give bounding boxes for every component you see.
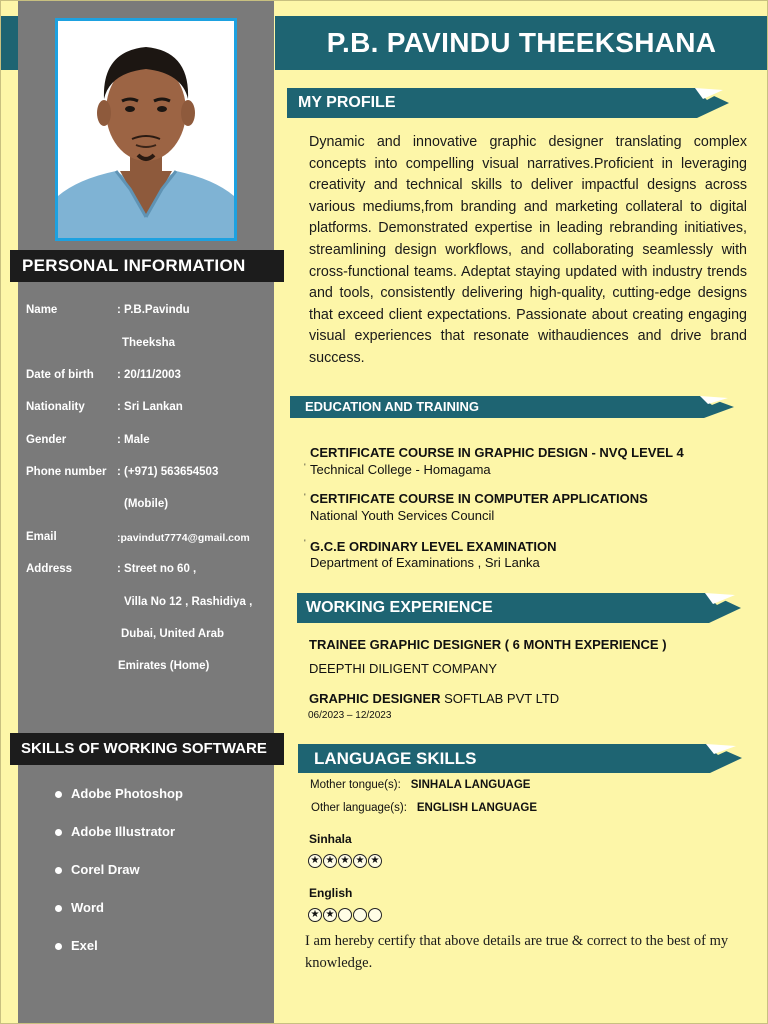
skills-heading: SKILLS OF WORKING SOFTWARE — [10, 733, 284, 765]
gender-label: Gender — [26, 434, 67, 446]
rating-star-filled-icon: ★ — [323, 854, 337, 868]
education-institution: National Youth Services Council — [310, 508, 495, 523]
job-entry — [309, 691, 559, 706]
experience-heading: WORKING EXPERIENCE — [306, 599, 493, 616]
address-label: Address — [26, 563, 73, 575]
bullet-icon — [55, 943, 62, 950]
job-company: SOFTLAB PVT LTD — [440, 691, 560, 706]
personal-information-heading: PERSONAL INFORMATION — [10, 250, 284, 282]
skill-label: Adobe Illustrator — [71, 824, 176, 839]
skill-item — [55, 824, 175, 839]
rating-star-empty-icon — [338, 908, 352, 922]
skill-item — [55, 938, 98, 953]
candidate-name: P.B. PAVINDU THEEKSHANA — [326, 27, 717, 58]
rating-star-filled-icon: ★ — [353, 854, 367, 868]
skill-item — [55, 862, 140, 877]
rating-star-empty-icon — [368, 908, 382, 922]
address-line-4: Emirates (Home) — [118, 660, 210, 672]
profile-heading: MY PROFILE — [298, 94, 396, 111]
email-value: :pavindut7774@gmail.com — [117, 532, 250, 544]
tick-mark: ' — [304, 538, 306, 548]
mother-tongue-row — [310, 779, 530, 791]
sinhala-rating — [308, 854, 382, 868]
phone-label: Phone number — [26, 466, 107, 478]
bullet-icon — [55, 791, 62, 798]
phone-type: (Mobile) — [124, 498, 169, 510]
other-language-label: Other language(s): — [311, 802, 407, 814]
declaration-text: I am hereby certify that above details are true & correct to the best of my knowledge. — [305, 933, 729, 971]
education-institution: Department of Examinations , Sri Lanka — [310, 555, 540, 570]
address-line-3: Dubai, United Arab — [121, 628, 225, 640]
mother-tongue-label: Mother tongue(s): — [310, 779, 401, 791]
language-ribbon — [298, 744, 742, 773]
skill-label: Adobe Photoshop — [71, 786, 183, 801]
skill-item — [55, 786, 183, 801]
dob-label: Date of birth — [26, 369, 94, 381]
rating-star-filled-icon: ★ — [308, 908, 322, 922]
rating-star-filled-icon: ★ — [308, 854, 322, 868]
name-value-cont: Theeksha — [122, 337, 176, 349]
rating-star-filled-icon: ★ — [338, 854, 352, 868]
language-heading: LANGUAGE SKILLS — [314, 749, 477, 768]
skill-label: Word — [71, 900, 104, 915]
other-language-row — [311, 802, 537, 814]
address-line-2: Villa No 12 , Rashidiya , — [124, 596, 253, 608]
education-title: G.C.E ORDINARY LEVEL EXAMINATION — [310, 539, 557, 554]
name-label: Name — [26, 304, 58, 316]
name-value: : P.B.Pavindu — [117, 304, 190, 316]
english-rating — [308, 908, 382, 922]
rating-star-filled-icon: ★ — [368, 854, 382, 868]
address-line-1: : Street no 60 , — [117, 563, 197, 575]
tick-mark: ' — [304, 492, 306, 502]
bullet-icon — [55, 905, 62, 912]
name-banner — [275, 16, 768, 70]
email-label: Email — [26, 531, 57, 543]
job-title: GRAPHIC DESIGNER — [309, 691, 441, 706]
education-title: CERTIFICATE COURSE IN COMPUTER APPLICATIONS — [310, 491, 648, 506]
job-title: TRAINEE GRAPHIC DESIGNER ( 6 MONTH EXPERIENCE ) — [309, 637, 667, 652]
bullet-icon — [55, 867, 62, 874]
education-title: CERTIFICATE COURSE IN GRAPHIC DESIGN - NVQ LEVEL 4 — [310, 445, 684, 460]
profile-photo — [55, 18, 237, 241]
skill-label: Exel — [71, 938, 98, 953]
profile-ribbon — [287, 88, 729, 118]
header-band-left — [0, 16, 18, 70]
rating-star-empty-icon — [353, 908, 367, 922]
other-language-value: ENGLISH LANGUAGE — [416, 802, 538, 814]
nationality-value: : Sri Lankan — [117, 401, 183, 413]
nationality-label: Nationality — [26, 401, 85, 413]
tick-mark: ' — [304, 462, 306, 472]
skill-item — [55, 900, 104, 915]
language-name: English — [309, 886, 353, 900]
bullet-icon — [55, 829, 62, 836]
phone-value: : (+971) 563654503 — [117, 466, 219, 478]
mother-tongue-value: SINHALA LANGUAGE — [410, 779, 531, 791]
rating-star-filled-icon: ★ — [323, 908, 337, 922]
job-company: DEEPTHI DILIGENT COMPANY — [309, 661, 498, 676]
education-heading: EDUCATION AND TRAINING — [305, 399, 480, 414]
dob-value: : 20/11/2003 — [117, 369, 181, 381]
education-ribbon — [290, 396, 734, 418]
gender-value: : Male — [117, 434, 150, 446]
experience-ribbon — [297, 593, 741, 623]
language-name: Sinhala — [309, 832, 352, 846]
skill-label: Corel Draw — [71, 862, 140, 877]
education-institution: Technical College - Homagama — [310, 462, 491, 477]
profile-summary: Dynamic and innovative graphic designer translating complex concepts into compelling visual narratives.Proficient in leveraging creativity and technical skills to deliver impactful designs across various mediums,from branding and marketing collateral to digital platforms. Demonstrated expertise in leading rebranding initiatives, streamlining design workflows, and collaborating seamlessly with cross-functional teams. Adeptat staying updated with industry trends and tools, consistently delivering high-quality, cutting-edge designs that exceed client expectations. Passionate about creating engaging visual experiences that resonate withaudiences and drive brand success. — [309, 134, 747, 366]
job-dates: 06/2023 – 12/2023 — [308, 710, 392, 721]
